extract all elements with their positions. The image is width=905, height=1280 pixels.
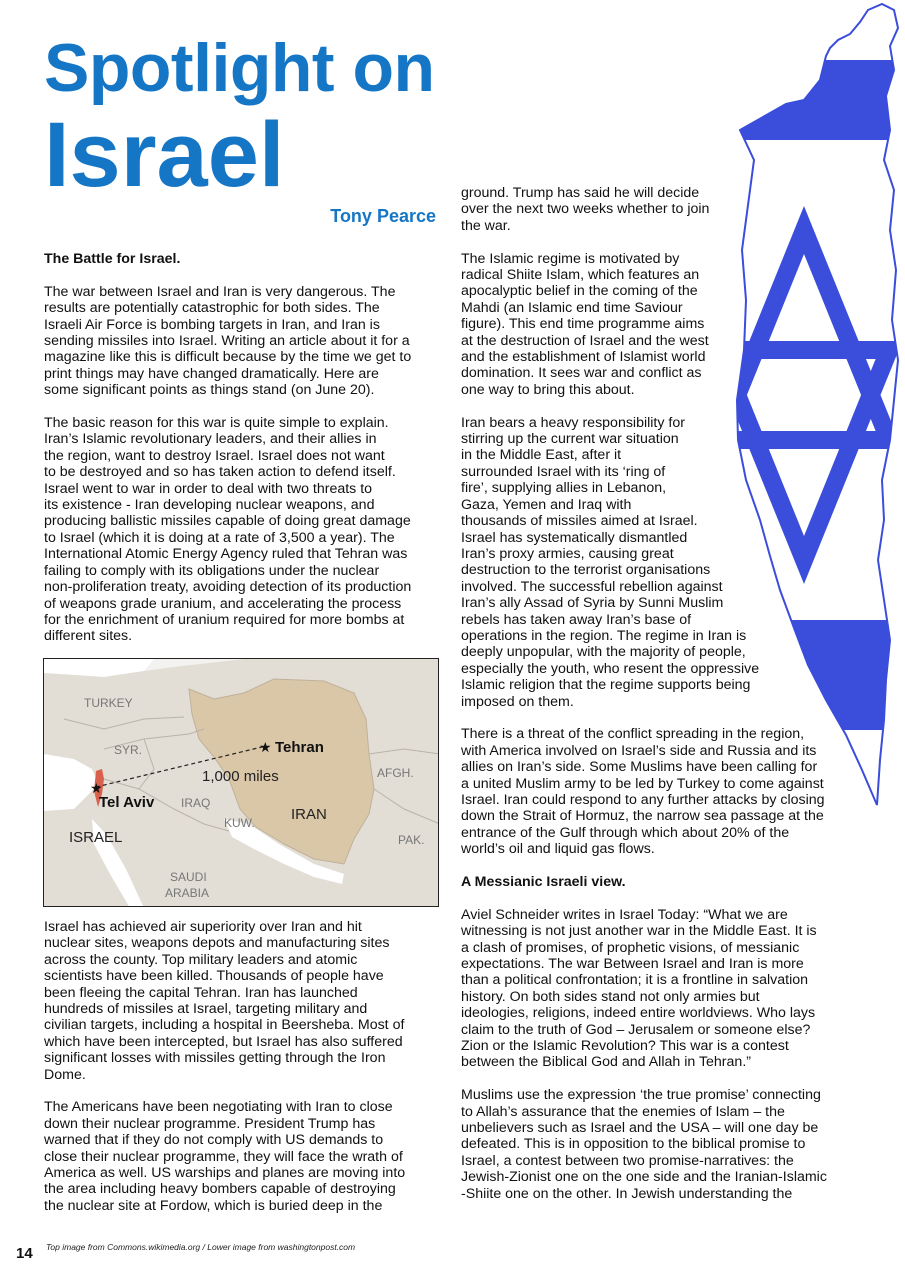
map-label-iran: IRAN bbox=[291, 806, 327, 823]
map-label-kuwait: KUW. bbox=[224, 816, 255, 830]
text-line: There is a threat of the conflict spreading in the region, bbox=[461, 726, 805, 743]
text-line: close their nuclear programme, they will face the wrath of bbox=[44, 1148, 403, 1165]
text-line: Iran’s ally Assad of Syria by Sunni Muslim bbox=[461, 595, 724, 612]
text-line: Muslims use the expression ‘the true promise’ connecting bbox=[461, 1087, 821, 1104]
page-title-line2: Israel bbox=[44, 104, 285, 206]
text-line: hundreds of missiles at Israel, targeting military and bbox=[44, 1001, 368, 1018]
text-line: some significant points as things stand (on June 20). bbox=[44, 382, 375, 399]
text-line: producing ballistic missiles capable of doing great damage bbox=[44, 513, 411, 530]
text-line: surrounded Israel with its ‘ring of bbox=[461, 463, 666, 480]
text-line: the war. bbox=[461, 217, 511, 234]
section-heading: The Battle for Israel. bbox=[44, 251, 181, 267]
text-line: at the destruction of Israel and the west bbox=[461, 332, 709, 349]
text-line: warned that if they do not comply with US demands to bbox=[44, 1132, 384, 1149]
text-line: failing to comply with its obligations under the nuclear bbox=[44, 562, 380, 579]
text-line: Gaza, Yemen and Iraq with bbox=[461, 496, 632, 513]
map-label-iraq: IRAQ bbox=[181, 796, 211, 810]
map-label-afghanistan: AFGH. bbox=[377, 766, 414, 780]
text-line: Dome. bbox=[44, 1066, 86, 1083]
text-line: for the enrichment of uranium required for more bombs at bbox=[44, 611, 405, 628]
tel-aviv-star-icon: ★ bbox=[90, 781, 103, 797]
text-line: expectations. The war Between Israel and Iran is more bbox=[461, 956, 804, 973]
text-line: The Americans have been negotiating with Iran to close bbox=[44, 1099, 393, 1116]
text-line: stirring up the current war situation bbox=[461, 431, 679, 448]
image-credits-caption: Top image from Commons.wikimedia.org / Lower image from washingtonpost.com bbox=[46, 1242, 356, 1252]
text-line: unbelievers such as Israel and the USA – will one day be bbox=[461, 1120, 819, 1137]
map-label-israel: ISRAEL bbox=[69, 829, 123, 846]
text-line: thousands of missiles aimed at Israel. bbox=[461, 513, 698, 530]
text-line: entrance of the Gulf through which about 20% of the bbox=[461, 824, 790, 841]
text-line: involved. The successful rebellion against bbox=[461, 578, 723, 595]
page-number: 14 bbox=[16, 1245, 33, 1262]
map-label-turkey: TURKEY bbox=[84, 696, 133, 710]
text-line: Aviel Schneider writes in Israel Today: “What we are bbox=[461, 906, 788, 923]
map-label-arabia: ARABIA bbox=[165, 886, 210, 900]
text-line: print things may have changed dramatically. Here are bbox=[44, 365, 379, 382]
text-line: to Israel (which it is doing at a rate of 3,500 a year). The bbox=[44, 529, 395, 546]
text-line: deeply unpopular, with the majority of people, bbox=[461, 644, 746, 661]
text-line: Israel. Iran could respond to any further attacks by closing bbox=[461, 791, 825, 808]
text-line: across the county. Top military leaders and atomic bbox=[44, 951, 358, 968]
text-line: sending missiles into Israel. Writing an article about it for a bbox=[44, 333, 410, 350]
article-column-1-bottom bbox=[44, 919, 405, 1214]
text-line: Iran bears a heavy responsibility for bbox=[461, 414, 685, 431]
text-line: of weapons grade uranium, and accelerating the process bbox=[44, 595, 402, 612]
text-line: radical Shiite Islam, which features an bbox=[461, 267, 700, 284]
text-line: in the Middle East, after it bbox=[461, 447, 622, 464]
text-line: been fleeing the capital Tehran. Iran has launched bbox=[44, 984, 358, 1001]
text-line: scientists have been killed. Thousands of people have bbox=[44, 968, 384, 985]
text-line: operations in the region. The regime in Iran is bbox=[461, 627, 747, 644]
text-line: fire’, supplying allies in Lebanon, bbox=[461, 480, 667, 497]
text-line: the nuclear site at Fordow, which is buried deep in the bbox=[44, 1197, 383, 1214]
text-line: claim to the truth of God – Jerusalem or someone else? bbox=[461, 1021, 811, 1038]
text-line: International Atomic Energy Agency ruled that Tehran was bbox=[44, 546, 408, 563]
text-line: The basic reason for this war is quite simple to explain. bbox=[44, 415, 389, 432]
article-column-2 bbox=[461, 185, 827, 1202]
text-line: Israel went to war in order to deal with two threats to bbox=[44, 480, 373, 497]
text-line: its existence - Iran developing nuclear weapons, and bbox=[44, 497, 375, 514]
text-line: rebels has taken away Iran’s base of bbox=[461, 611, 692, 628]
text-line: one way to bring this about. bbox=[461, 381, 635, 398]
text-line: civilian targets, including a hospital in Beersheba. Most of bbox=[44, 1017, 405, 1034]
text-line: apocalyptic belief in the coming of the bbox=[461, 283, 698, 300]
text-line: ground. Trump has said he will decide bbox=[461, 185, 700, 201]
text-line: down their nuclear programme. President Trump has bbox=[44, 1115, 376, 1132]
text-line: -Shiite one on the other. In Jewish understanding the bbox=[461, 1185, 793, 1202]
text-line: The war between Israel and Iran is very dangerous. The bbox=[44, 283, 396, 300]
text-line: nuclear sites, weapons depots and manufacturing sites bbox=[44, 935, 390, 952]
text-line: and the establishment of Islamist world bbox=[461, 349, 706, 366]
map-label-saudi: SAUDI bbox=[170, 870, 207, 884]
text-line: world’s oil and liquid gas flows. bbox=[461, 841, 655, 858]
text-line: Mahdi (an Islamic end time Saviour bbox=[461, 299, 683, 316]
text-line: Iran’s proxy armies, causing great bbox=[461, 545, 674, 562]
section-heading: A Messianic Israeli view. bbox=[461, 874, 626, 890]
text-line: Israel has systematically dismantled bbox=[461, 529, 688, 546]
text-line: results are potentially catastrophic for both sides. The bbox=[44, 300, 380, 317]
map-label-tel-aviv: Tel Aviv bbox=[99, 794, 155, 811]
text-line: the area including heavy bombers capable of destroying bbox=[44, 1181, 396, 1198]
map-label-tehran: Tehran bbox=[275, 739, 324, 756]
text-line: ideologies, religions, indeed entire worldviews. Who lays bbox=[461, 1005, 816, 1022]
text-line: America as well. US warships and planes are moving into bbox=[44, 1165, 406, 1182]
text-line: over the next two weeks whether to join bbox=[461, 201, 710, 218]
text-line: Iran’s Islamic revolutionary leaders, and their allies in bbox=[44, 431, 377, 448]
text-line: to Allah’s assurance that the enemies of Islam – the bbox=[461, 1103, 785, 1120]
text-line: with America involved on Israel’s side and Russia and its bbox=[461, 742, 817, 759]
text-line: history. On both sides stand not only armies but bbox=[461, 988, 760, 1005]
text-line: which have been intercepted, but Israel has also suffered bbox=[44, 1033, 403, 1050]
text-line: between the Biblical God and Allah in Tehran.” bbox=[461, 1054, 751, 1071]
article-column-1-top bbox=[44, 251, 411, 645]
text-line: witnessing is not just another war in the Middle East. It is bbox=[461, 923, 817, 940]
text-line: a clash of promises, of prophetic visions, of messianic bbox=[461, 939, 800, 956]
text-line: significant losses with missiles getting through the Iron bbox=[44, 1050, 386, 1067]
map-label-distance: 1,000 miles bbox=[202, 768, 279, 785]
text-line: domination. It sees war and conflict as bbox=[461, 365, 702, 382]
text-line: Israeli Air Force is bombing targets in Iran, and Iran is bbox=[44, 316, 380, 333]
text-line: than a political confrontation; it is a frontline in salvation bbox=[461, 972, 809, 989]
author-byline: Tony Pearce bbox=[330, 206, 436, 226]
map-label-syria: SYR. bbox=[114, 743, 143, 757]
text-line: Israel, a contest between two promise-narratives: the bbox=[461, 1152, 794, 1169]
text-line: defeated. This is in opposition to the biblical promise to bbox=[461, 1136, 806, 1153]
text-line: Islamic religion that the regime supports being bbox=[461, 677, 751, 694]
text-line: magazine like this is difficult because by the time we get to bbox=[44, 349, 412, 366]
text-line: allies on Iran’s side. Some Muslims have been calling for bbox=[461, 759, 818, 776]
text-line: the region, want to destroy Israel. Israel does not want bbox=[44, 447, 385, 464]
text-line: especially the youth, who resent the oppressive bbox=[461, 660, 760, 677]
text-line: imposed on them. bbox=[461, 693, 574, 710]
text-line: destruction to the terrorist organisations bbox=[461, 562, 711, 579]
text-line: to be destroyed and so has taken action to defend itself. bbox=[44, 464, 396, 481]
text-line: Zion or the Islamic Revolution? This war is a contest bbox=[461, 1038, 789, 1055]
text-line: Israel has achieved air superiority over Iran and hit bbox=[44, 919, 362, 935]
middle-east-map bbox=[43, 658, 439, 907]
map-label-pakistan: PAK. bbox=[398, 833, 425, 847]
page-title-line1: Spotlight on bbox=[44, 30, 435, 106]
text-line: non-proliferation treaty, avoiding detection of its production bbox=[44, 579, 412, 596]
text-line: different sites. bbox=[44, 628, 133, 645]
text-line: figure). This end time programme aims bbox=[461, 316, 705, 333]
text-line: Jewish-Zionist one on the one side and the Iranian-Islamic bbox=[461, 1169, 827, 1186]
text-line: a united Muslim army to be led by Turkey to come against bbox=[461, 775, 824, 792]
text-line: down the Strait of Hormuz, the narrow sea passage at the bbox=[461, 808, 824, 825]
text-line: The Islamic regime is motivated by bbox=[461, 250, 680, 267]
tehran-star-icon: ★ bbox=[259, 740, 272, 756]
